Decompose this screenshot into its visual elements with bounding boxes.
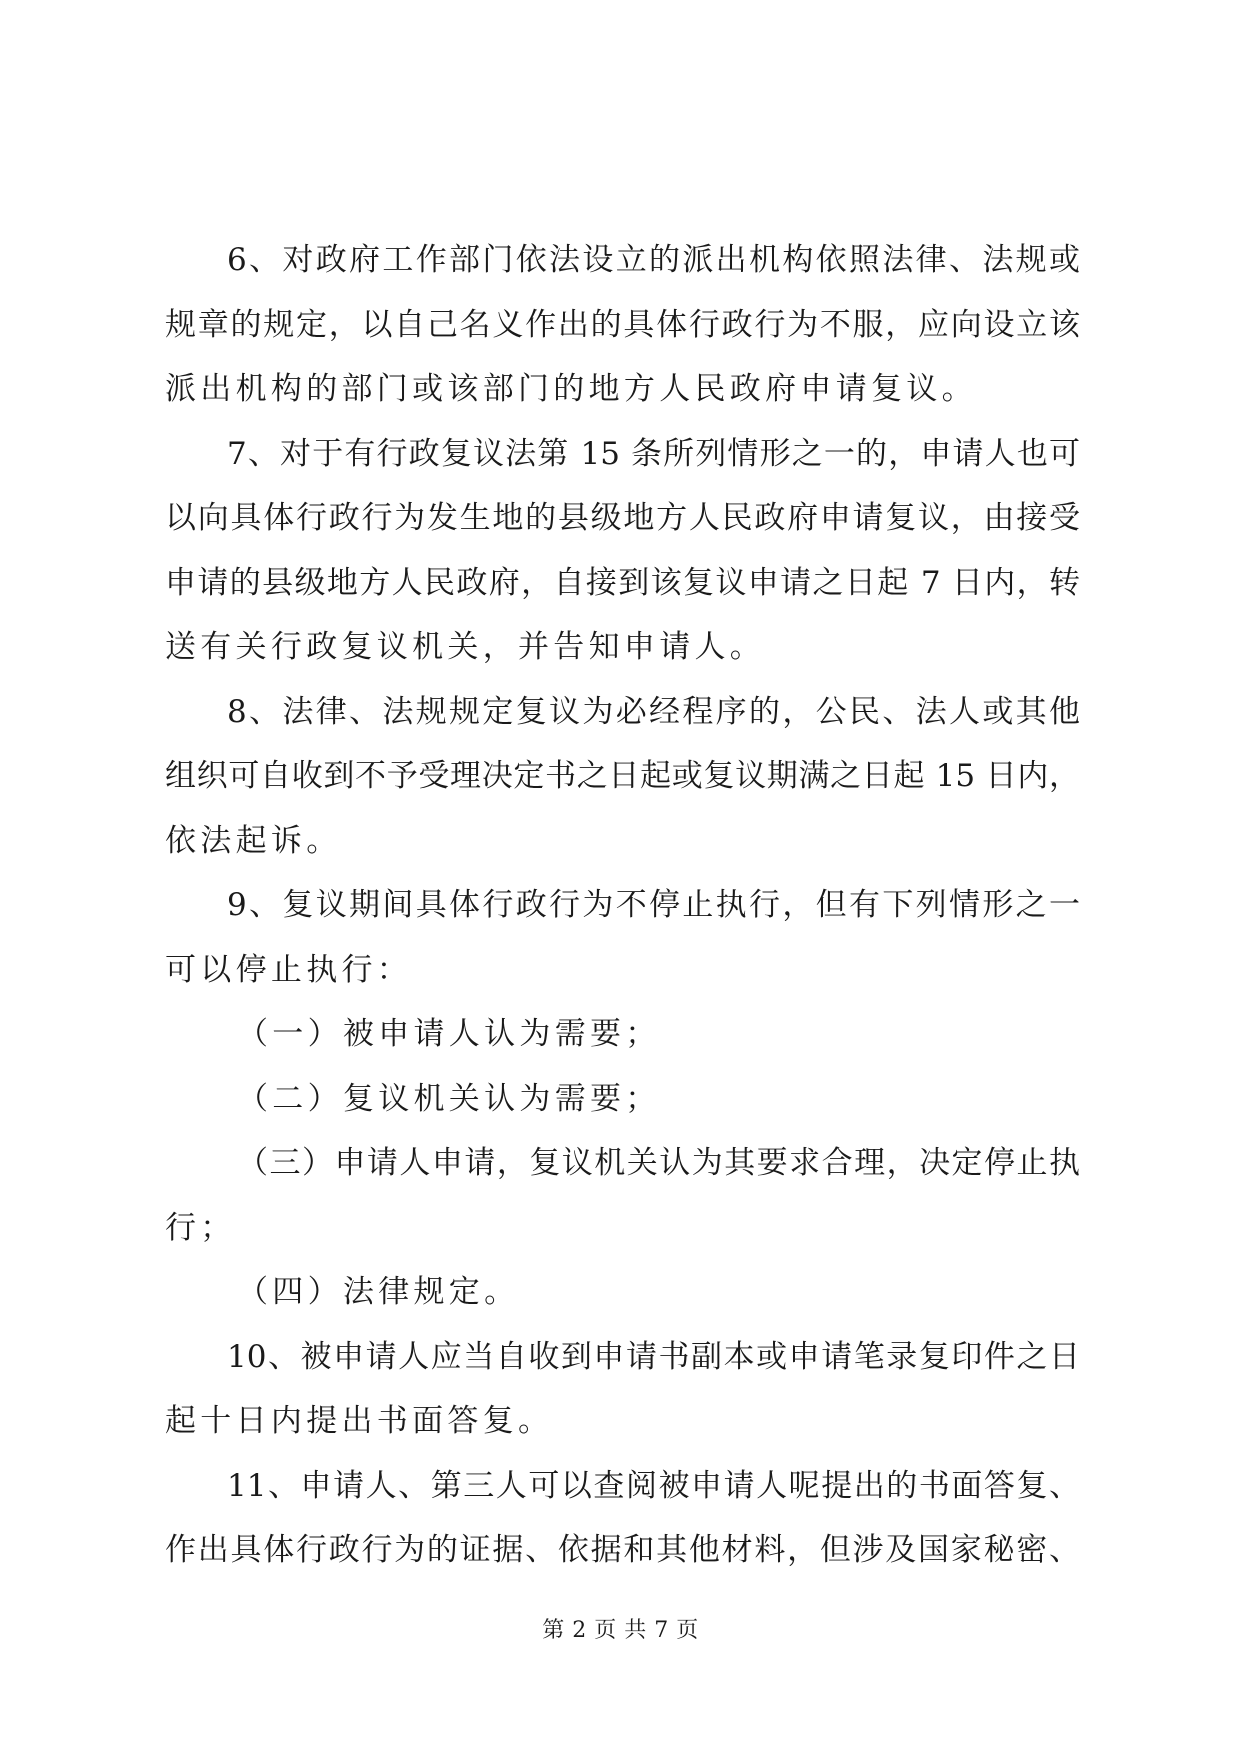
- text-line: 派出机构的部门或该部门的地方人民政府申请复议。: [165, 371, 977, 407]
- list-item-line: （一）被申请人认为需要；: [237, 1016, 661, 1052]
- text-line: 11、申请人、第三人可以查阅被申请人呢提出的书面答复、: [227, 1467, 1080, 1504]
- text-line: 8、法律、法规规定复议为必经程序的，公民、法人或其他: [227, 693, 1080, 730]
- list-item-line: （二）复议机关认为需要；: [237, 1080, 661, 1117]
- text-line: 10、被申请人应当自收到申请书副本或申请笔录复印件之日: [227, 1338, 1080, 1375]
- text-line: 组织可自收到不予受理决定书之日起或复议期满之日起 15 日内，: [165, 758, 1080, 794]
- page-number-footer: 第 2 页 共 7 页: [542, 1618, 699, 1643]
- text-line: 依法起诉。: [165, 822, 342, 859]
- text-line: 送有关行政复议机关，并告知申请人。: [165, 629, 766, 665]
- text-line: 6、对政府工作部门依法设立的派出机构依照法律、法规或: [227, 242, 1080, 278]
- text-line: 可以停止执行：: [165, 951, 413, 988]
- text-line: 9、复议期间具体行政行为不停止执行，但有下列情形之一: [227, 887, 1080, 923]
- text-line: 以向具体行政行为发生地的县级地方人民政府申请复议，由接受: [165, 500, 1080, 536]
- document-body: [165, 228, 1080, 1583]
- text-line: 7、对于有行政复议法第 15 条所列情形之一的，申请人也可: [227, 435, 1080, 472]
- text-line: 作出具体行政行为的证据、依据和其他材料，但涉及国家秘密、: [165, 1532, 1080, 1568]
- text-line: 起十日内提出书面答复。: [165, 1403, 554, 1439]
- text-line: 行；: [165, 1209, 236, 1246]
- list-item-line: （四）法律规定。: [237, 1274, 520, 1310]
- text-line: 规章的规定，以自己名义作出的具体行政行为不服，应向设立该: [165, 306, 1080, 343]
- text-line: 申请的县级地方人民政府，自接到该复议申请之日起 7 日内，转: [165, 564, 1080, 601]
- list-item-line: （三）申请人申请，复议机关认为其要求合理，决定停止执: [237, 1145, 1080, 1181]
